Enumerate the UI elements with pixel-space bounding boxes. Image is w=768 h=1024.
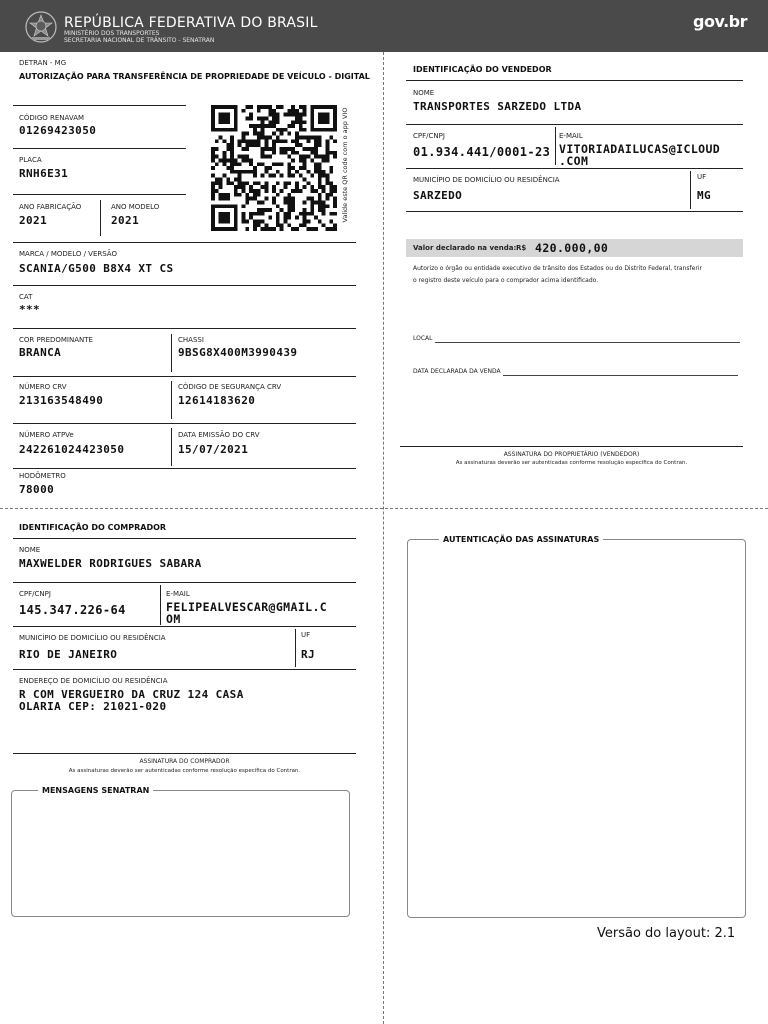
brasao-icon <box>24 10 58 44</box>
buyer-end-label: ENDEREÇO DE DOMICÍLIO OU RESIDÊNCIA <box>19 677 168 685</box>
crv-label: NÚMERO CRV <box>19 383 67 391</box>
seller-uf-value: MG <box>697 189 712 202</box>
gov-header <box>0 0 768 52</box>
divider <box>13 538 356 539</box>
emissao-label: DATA EMISSÃO DO CRV <box>178 431 260 439</box>
atpv-label: NÚMERO ATPVe <box>19 431 74 439</box>
ano-mod-value: 2021 <box>111 214 140 227</box>
buyer-uf-label: UF <box>301 631 311 639</box>
buyer-nome-value: MAXWELDER RODRIGUES SABARA <box>19 557 202 570</box>
autenticacao-title: AUTENTICAÇÃO DAS ASSINATURAS <box>439 535 603 544</box>
horizontal-cut-line <box>0 508 768 509</box>
cor-label: COR PREDOMINANTE <box>19 336 93 344</box>
placa-value: RNH6E31 <box>19 167 69 180</box>
renavam-label: CÓDIGO RENAVAM <box>19 114 85 122</box>
atpv-value: 242261024423050 <box>19 443 125 456</box>
divider <box>13 423 356 424</box>
mensagens-senatran-title: MENSAGENS SENATRAN <box>38 786 153 795</box>
cat-value: *** <box>19 303 41 316</box>
buyer-cpf-value: 145.347.226-64 <box>19 603 126 617</box>
seller-cpf-label: CPF/CNPJ <box>413 132 445 140</box>
crv-value: 213163548490 <box>19 394 104 407</box>
divider <box>100 200 101 236</box>
divider <box>13 105 186 106</box>
hodometro-value: 78000 <box>19 483 55 496</box>
divider <box>690 171 691 209</box>
seller-section-title: IDENTIFICAÇÃO DO VENDEDOR <box>413 65 552 74</box>
marca-label: MARCA / MODELO / VERSÃO <box>19 250 117 258</box>
ano-mod-label: ANO MODELO <box>111 203 160 211</box>
buyer-mun-value: RIO DE JANEIRO <box>19 648 118 661</box>
seller-mun-label: MUNICÍPIO DE DOMICÍLIO OU RESIDÊNCIA <box>413 176 560 184</box>
divider <box>13 285 356 286</box>
hodometro-label: HODÔMETRO <box>19 472 66 480</box>
authorization-text-line1: Autorizo o órgão ou entidade executivo de trânsito dos Estados ou do Distrito Federal, transferir <box>413 265 702 272</box>
divider <box>171 381 172 419</box>
buyer-uf-value: RJ <box>301 648 316 661</box>
qr-note: Valide este QR code com o app VIO <box>341 107 349 223</box>
divider <box>555 127 556 165</box>
seg-label: CÓDIGO DE SEGURANÇA CRV <box>178 383 282 391</box>
divider <box>171 428 172 466</box>
divider <box>160 585 161 625</box>
divider <box>13 626 356 627</box>
buyer-signature-label: ASSINATURA DO COMPRADOR <box>139 758 230 765</box>
local-line[interactable] <box>435 342 740 343</box>
divider <box>13 468 356 469</box>
buyer-end-line2: OLARIA CEP: 21021-020 <box>19 700 167 713</box>
divider <box>406 168 743 169</box>
buyer-email-line2: OM <box>166 612 181 626</box>
divider <box>13 194 186 195</box>
ano-fab-value: 2021 <box>19 214 48 227</box>
local-label: LOCAL <box>413 335 433 342</box>
doc-title: AUTORIZAÇÃO PARA TRANSFERÊNCIA DE PROPRIEDADE DE VEÍCULO - DIGITAL <box>19 72 370 81</box>
seller-email-line1: VITORIADAILUCAS@ICLOUD <box>559 142 721 156</box>
seller-email-line2: .COM <box>559 154 589 168</box>
govbr-logo: gov.br <box>693 12 747 31</box>
chassi-label: CHASSI <box>178 336 204 344</box>
marca-value: SCANIA/G500 B8X4 XT CS <box>19 262 174 275</box>
cat-label: CAT <box>19 293 33 301</box>
buyer-nome-label: NOME <box>19 546 41 554</box>
seg-value: 12614183620 <box>178 394 256 407</box>
seller-nome-value: TRANSPORTES SARZEDO LTDA <box>413 100 582 113</box>
seller-nome-label: NOME <box>413 89 435 97</box>
buyer-mun-label: MUNICÍPIO DE DOMICÍLIO OU RESIDÊNCIA <box>19 634 166 642</box>
emissao-value: 15/07/2021 <box>178 443 249 456</box>
placa-label: PLACA <box>19 156 42 164</box>
country-title: REPÚBLICA FEDERATIVA DO BRASIL <box>64 15 318 31</box>
divider <box>406 80 743 81</box>
mensagens-senatran-box <box>11 790 350 917</box>
buyer-cpf-label: CPF/CNPJ <box>19 590 51 598</box>
divider <box>295 629 296 667</box>
divider <box>13 582 356 583</box>
valor-currency: R$ <box>516 244 527 252</box>
divider <box>406 211 743 212</box>
cor-value: BRANCA <box>19 346 62 359</box>
divider <box>13 376 356 377</box>
ano-fab-label: ANO FABRICAÇÃO <box>19 203 82 211</box>
vertical-cut-line <box>383 52 384 1024</box>
divider <box>13 669 356 670</box>
divider <box>13 242 356 243</box>
buyer-signature-note: As assinaturas deverão ser autenticadas conforme resolução específica do Contran. <box>68 768 301 774</box>
divider <box>13 328 356 329</box>
valor-label: Valor declarado na venda: <box>413 244 517 252</box>
detran-label: DETRAN - MG <box>19 59 67 67</box>
secretariat-label: SECRETARIA NACIONAL DE TRÂNSITO - SENATRAN <box>64 37 215 44</box>
buyer-email-label: E-MAIL <box>166 590 190 598</box>
renavam-value: 01269423050 <box>19 124 97 137</box>
qr-code-icon <box>208 105 340 231</box>
ministry-label: MINISTÉRIO DOS TRANSPORTES <box>64 30 160 37</box>
buyer-section-title: IDENTIFICAÇÃO DO COMPRADOR <box>19 523 167 532</box>
divider <box>171 334 172 372</box>
divider <box>13 148 186 149</box>
seller-signature-line[interactable] <box>400 446 743 447</box>
seller-uf-label: UF <box>697 173 707 181</box>
buyer-end-line1: R COM VERGUEIRO DA CRUZ 124 CASA <box>19 688 244 701</box>
autenticacao-box <box>407 539 746 918</box>
chassi-value: 9BSG8X400M3990439 <box>178 346 298 359</box>
layout-version: Versão do layout: 2.1 <box>597 926 736 941</box>
seller-mun-value: SARZEDO <box>413 189 463 202</box>
data-venda-label: DATA DECLARADA DA VENDA <box>413 368 501 375</box>
divider <box>406 124 743 125</box>
seller-cpf-value: 01.934.441/0001-23 <box>413 145 551 159</box>
valor-value: 420.000,00 <box>535 241 609 255</box>
authorization-text-line2: o registro deste veículo para o comprador acima identificado. <box>413 277 599 284</box>
seller-signature-label: ASSINATURA DO PROPRIETÁRIO (VENDEDOR) <box>503 451 640 458</box>
seller-signature-note: As assinaturas deverão ser autenticadas conforme resolução específica do Contran. <box>455 460 688 466</box>
buyer-email-line1: FELIPEALVESCAR@GMAIL.C <box>166 600 328 614</box>
data-venda-line[interactable] <box>503 375 738 376</box>
buyer-signature-line[interactable] <box>13 753 356 754</box>
seller-email-label: E-MAIL <box>559 132 583 140</box>
